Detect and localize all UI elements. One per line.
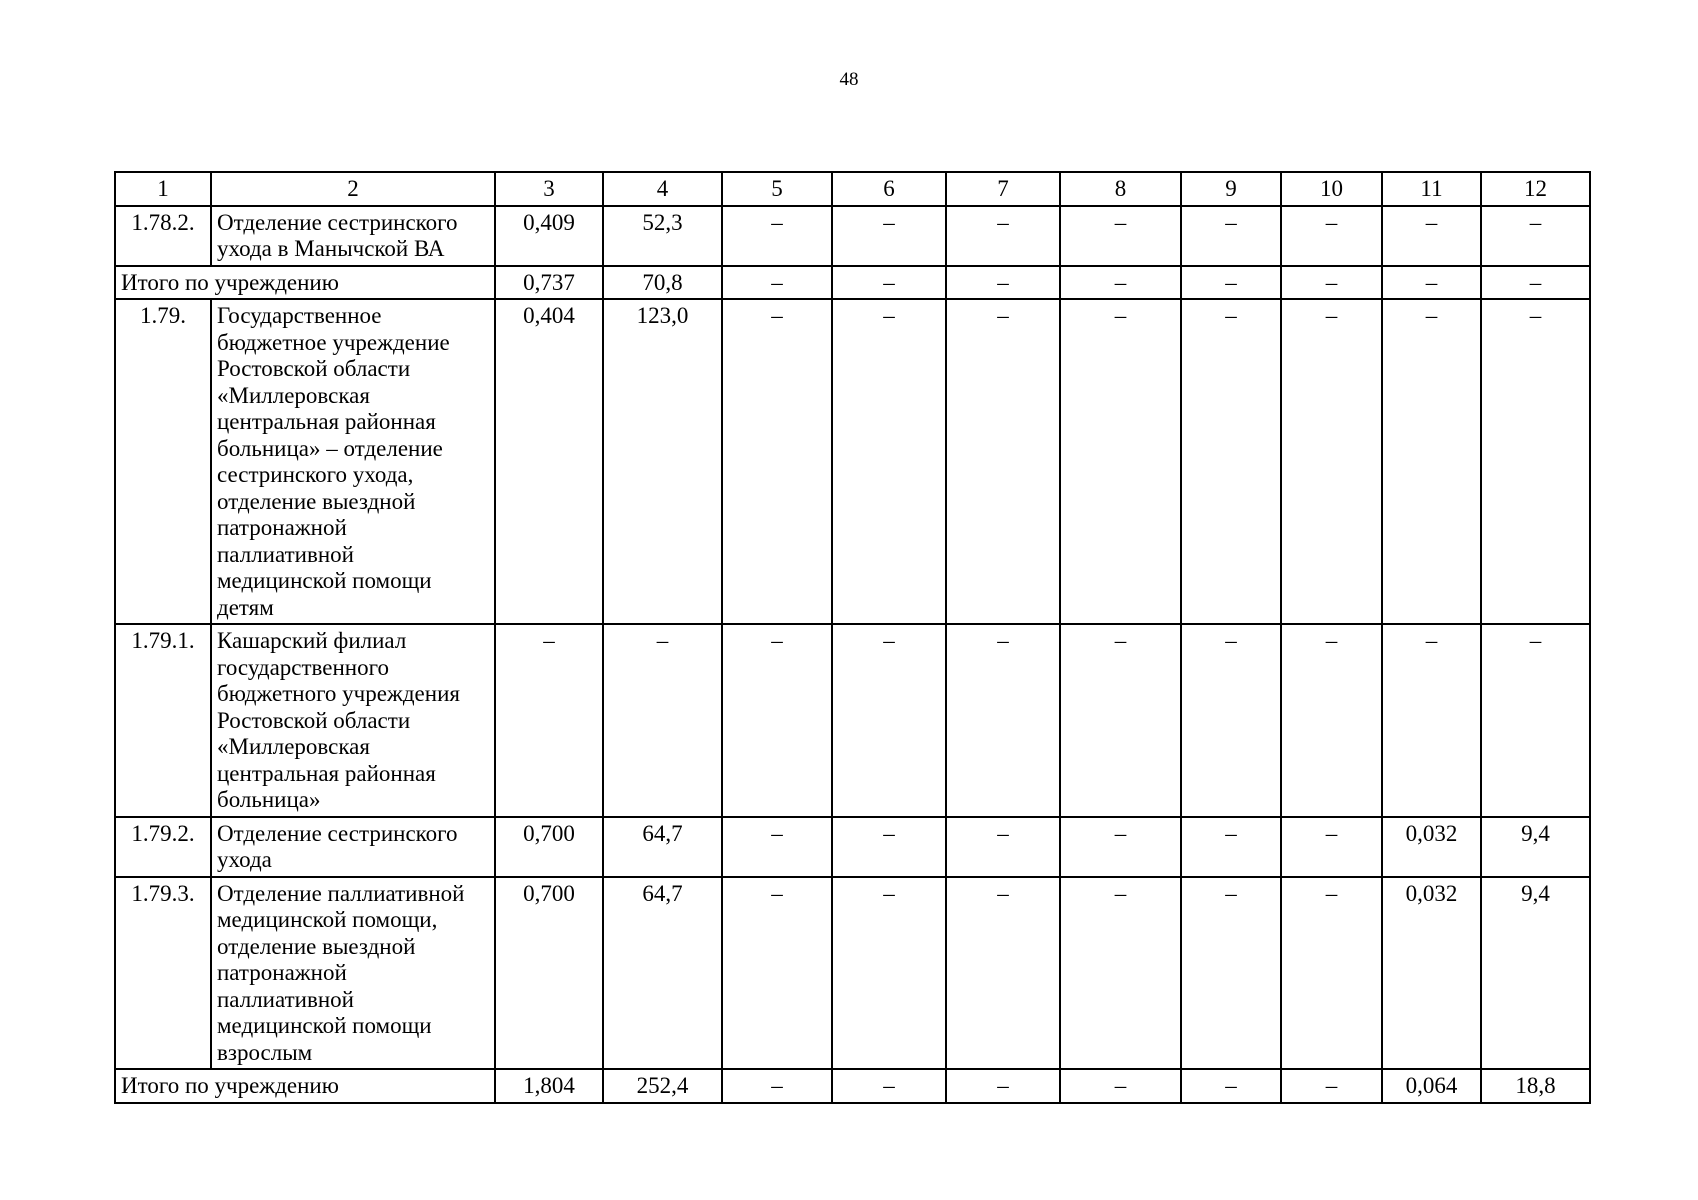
- table-cell: –: [1060, 877, 1181, 1070]
- table-cell: 0,737: [495, 266, 603, 300]
- table-cell: –: [1481, 206, 1590, 266]
- table-cell: –: [1060, 299, 1181, 624]
- table-header-row: [115, 172, 1590, 206]
- table-cell: –: [1281, 266, 1382, 300]
- table-cell: –: [1181, 817, 1281, 877]
- table-cell: –: [495, 624, 603, 817]
- table-cell: –: [1382, 266, 1481, 300]
- table-cell: –: [1281, 817, 1382, 877]
- table-cell: 9,4: [1481, 877, 1590, 1070]
- table-cell: 0,032: [1382, 877, 1481, 1070]
- row-code: 1.79.1.: [115, 624, 211, 817]
- table-cell: –: [946, 206, 1060, 266]
- table-cell: –: [946, 1069, 1060, 1103]
- table-cell: 0,404: [495, 299, 603, 624]
- table-cell: 64,7: [603, 877, 722, 1070]
- table-cell: –: [603, 624, 722, 817]
- table-cell: –: [1382, 624, 1481, 817]
- table-cell: –: [946, 624, 1060, 817]
- row-code: 1.79.3.: [115, 877, 211, 1070]
- table-cell: 52,3: [603, 206, 722, 266]
- table-cell: –: [1181, 624, 1281, 817]
- table-cell: 0,409: [495, 206, 603, 266]
- page-number: 48: [839, 69, 859, 90]
- column-header: 12: [1481, 172, 1590, 206]
- table-total-row: [115, 1069, 1590, 1103]
- table-cell: –: [1481, 299, 1590, 624]
- row-code: 1.78.2.: [115, 206, 211, 266]
- column-header: 8: [1060, 172, 1181, 206]
- table-cell: –: [832, 817, 946, 877]
- column-header: 11: [1382, 172, 1481, 206]
- table-cell: 0,064: [1382, 1069, 1481, 1103]
- table-cell: –: [946, 877, 1060, 1070]
- table-cell: –: [1481, 624, 1590, 817]
- table-total-row: [115, 266, 1590, 300]
- table-cell: –: [1181, 206, 1281, 266]
- table-cell: –: [1060, 1069, 1181, 1103]
- table-cell: 0,700: [495, 877, 603, 1070]
- table-cell: –: [722, 817, 832, 877]
- data-table: [114, 171, 1591, 1104]
- table-cell: –: [1481, 266, 1590, 300]
- table-row: [115, 206, 1590, 266]
- table-cell: –: [722, 877, 832, 1070]
- table-cell: 0,032: [1382, 817, 1481, 877]
- table-cell: –: [1060, 817, 1181, 877]
- table-cell: 64,7: [603, 817, 722, 877]
- table-cell: 0,700: [495, 817, 603, 877]
- table-cell: –: [1382, 206, 1481, 266]
- table-row: [115, 817, 1590, 877]
- table-cell: –: [946, 266, 1060, 300]
- table-cell: –: [722, 1069, 832, 1103]
- table-cell: 1,804: [495, 1069, 603, 1103]
- column-header: 3: [495, 172, 603, 206]
- row-code: 1.79.: [115, 299, 211, 624]
- table-row: [115, 877, 1590, 1070]
- table-cell: –: [1281, 624, 1382, 817]
- column-header: 1: [115, 172, 211, 206]
- table-cell: 18,8: [1481, 1069, 1590, 1103]
- column-header: 10: [1281, 172, 1382, 206]
- table-cell: –: [1181, 266, 1281, 300]
- table-cell: –: [1181, 1069, 1281, 1103]
- table-cell: –: [832, 299, 946, 624]
- table-cell: –: [1181, 877, 1281, 1070]
- table-cell: –: [1181, 299, 1281, 624]
- table-cell: –: [832, 877, 946, 1070]
- row-name: Государственное бюджетное учреждение Ростовской области «Миллеровская центральная районная больница» – отделение сестринского ухода, отделение выездной патронажной паллиативной медицинской помощи детям: [211, 299, 495, 624]
- table-cell: –: [1281, 877, 1382, 1070]
- table-cell: 9,4: [1481, 817, 1590, 877]
- table-cell: –: [832, 624, 946, 817]
- total-label: Итого по учреждению: [115, 1069, 495, 1103]
- table-cell: –: [832, 1069, 946, 1103]
- table-cell: –: [946, 299, 1060, 624]
- table-row: [115, 299, 1590, 624]
- table-cell: –: [1281, 299, 1382, 624]
- table-cell: –: [1060, 266, 1181, 300]
- table-row: [115, 624, 1590, 817]
- column-header: 6: [832, 172, 946, 206]
- table-cell: –: [722, 266, 832, 300]
- table-cell: 252,4: [603, 1069, 722, 1103]
- table-cell: –: [1060, 624, 1181, 817]
- table-cell: –: [832, 266, 946, 300]
- table-cell: –: [1382, 299, 1481, 624]
- row-name: Отделение сестринского ухода: [211, 817, 495, 877]
- column-header: 4: [603, 172, 722, 206]
- table-cell: 70,8: [603, 266, 722, 300]
- table-cell: –: [1281, 1069, 1382, 1103]
- table-cell: 123,0: [603, 299, 722, 624]
- table-cell: –: [722, 299, 832, 624]
- total-label: Итого по учреждению: [115, 266, 495, 300]
- column-header: 2: [211, 172, 495, 206]
- table-cell: –: [832, 206, 946, 266]
- column-header: 9: [1181, 172, 1281, 206]
- row-code: 1.79.2.: [115, 817, 211, 877]
- row-name: Кашарский филиал государственного бюджетного учреждения Ростовской области «Миллеровская центральная районная больница»: [211, 624, 495, 817]
- row-name: Отделение паллиативной медицинской помощи, отделение выездной патронажной паллиативной медицинской помощи взрослым: [211, 877, 495, 1070]
- table-cell: –: [722, 206, 832, 266]
- column-header: 5: [722, 172, 832, 206]
- table-cell: –: [946, 817, 1060, 877]
- table-cell: –: [1060, 206, 1181, 266]
- row-name: Отделение сестринского ухода в Манычской ВА: [211, 206, 495, 266]
- column-header: 7: [946, 172, 1060, 206]
- table-cell: –: [1281, 206, 1382, 266]
- table-cell: –: [722, 624, 832, 817]
